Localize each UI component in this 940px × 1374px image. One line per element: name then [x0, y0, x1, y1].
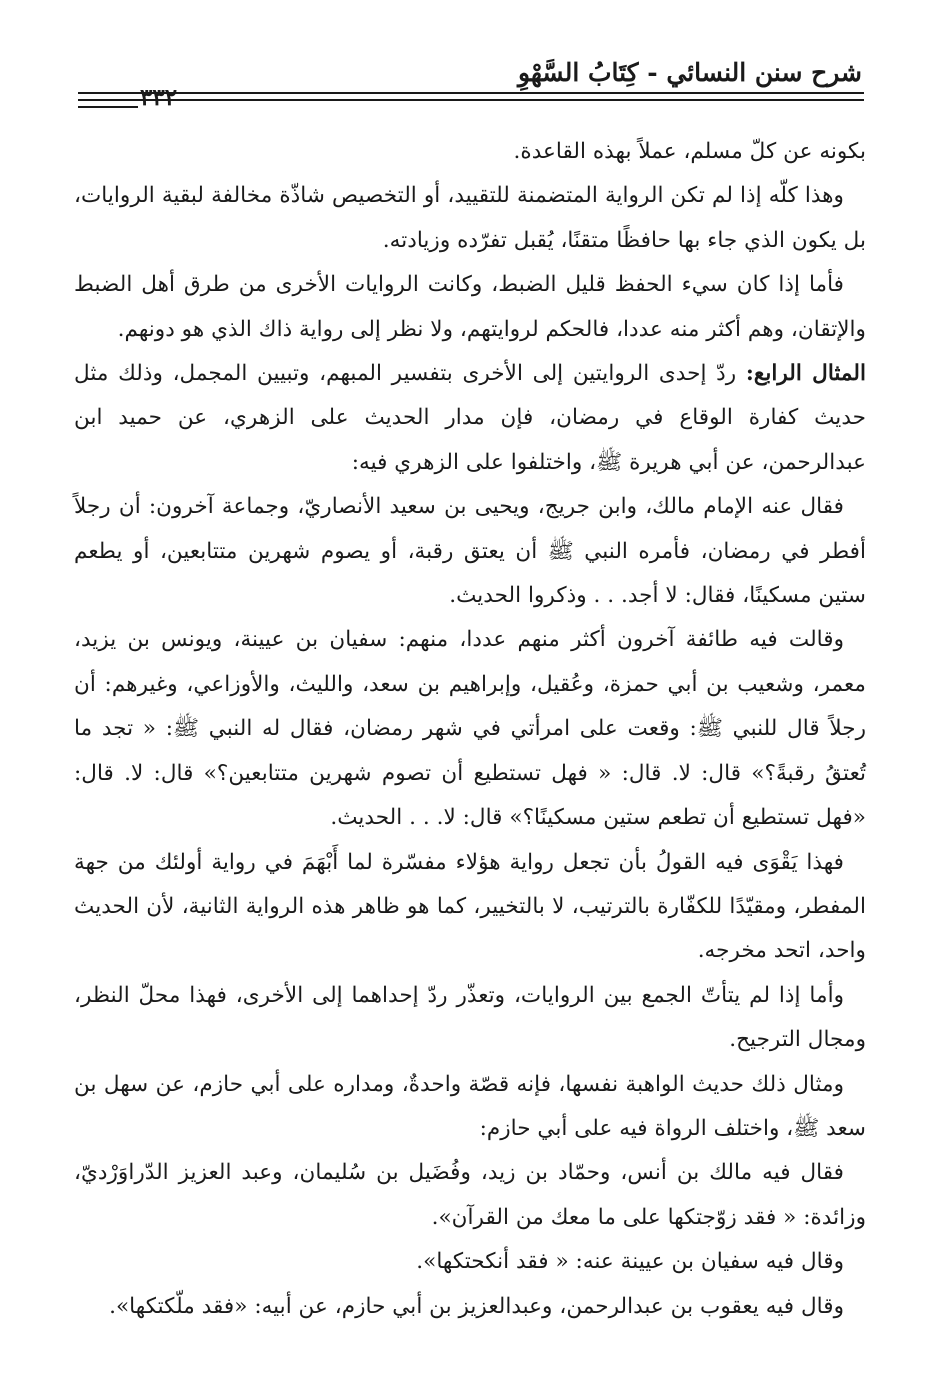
paragraph: وقال فيه سفيان بن عيينة عنه: « فقد أنكحتكها».: [416, 1249, 844, 1275]
page-number: ٣٣٢: [140, 84, 178, 111]
running-title: شرح سنن النسائي - كِتَابُ السَّهْوِ: [517, 58, 862, 87]
section-lead-term: المثال الرابع:: [745, 361, 866, 387]
paragraph: وأما إذا لم يتأتّ الجمع بين الروايات، وتعذّر ردّ إحداهما إلى الأخرى، فهذا محلّ النظر، ومجال الترجيح.: [74, 982, 866, 1053]
paragraph: فقال عنه الإمام مالك، وابن جريج، ويحيى بن سعيد الأنصاريّ، وجماعة آخرون: أن رجلاً أفطر في رمضان، فأمره النبي ﷺ أن يعتق رقبة، أو يصوم شهرين متتابعين، أو يطعم ستين مسكينًا، فقال: لا أجد. . . وذكروا الحديث.: [74, 494, 866, 609]
page-header: [78, 58, 864, 118]
paragraph: بكونه عن كلّ مسلم، عملاً بهذه القاعدة.: [513, 139, 866, 164]
paragraph: وهذا كلّه إذا لم تكن الرواية المتضمنة للتقييد، أو التخصيص شاذّة مخالفة لبقية الروايات، بل يكون الذي جاء بها حافظًا متقنًا، يُقبل تفرّده وزيادته.: [74, 183, 866, 253]
paragraph: فهذا يَقْوَى فيه القولُ بأن تجعل رواية هؤلاء مفسّرة لما أَبْهَمَ في رواية أولئك من جهة المفطر، ومقيّدًا للكفّارة بالترتيب، لا بالتخيير، كما هو ظاهر هذه الرواية الثانية، لأن الحديث واحد، اتحد مخرجه.: [74, 849, 866, 964]
header-rule: [78, 99, 864, 101]
paragraph: فقال فيه مالك بن أنس، وحمّاد بن زيد، وفُضَيل بن سُليمان، وعبد العزيز الدّراوَرْديّ، وزائدة: « فقد زوّجتكها على ما معك من القرآن».: [74, 1160, 866, 1230]
paragraph: وقال فيه يعقوب بن عبدالرحمن، وعبدالعزيز بن أبي حازم، عن أبيه: «فقد ملّكتكها».: [109, 1293, 844, 1319]
paragraph: المثال الرابع: ردّ إحدى الروايتين إلى الأخرى بتفسير المبهم، وتبيين المجمل، وذلك مثل حديث كفارة الوقاع في رمضان، فإن مدار الحديث على الزهري، عن حميد ابن عبدالرحمن، عن أبي هريرة ﷺ، واختلفوا على الزهري فيه:: [74, 361, 866, 475]
header-rule: [78, 92, 864, 94]
paragraph: ومثال ذلك حديث الواهبة نفسها، فإنه قصّة واحدةٌ، ومداره على أبي حازم، عن سهل بن سعد ﷺ، واختلف الرواة فيه على أبي حازم:: [74, 1071, 866, 1141]
header-rule: [78, 106, 138, 108]
paragraph: وقالت فيه طائفة آخرون أكثر منهم عددا، منهم: سفيان بن عيينة، ويونس بن يزيد، معمر، وشعيب بن أبي حمزة، وعُقيل، وإبراهيم بن سعد، والليث، والأوزاعي، وغيرهم: أن رجلاً قال للنبي ﷺ: وقعت على امرأتي في شهر رمضان، فقال له النبي ﷺ: « تجد ما تُعتقُ رقبةً؟» قال: لا. قال: « فهل تستطيع أن تصوم شهرين متتابعين؟» قال: لا. قال: «فهل تستطيع أن تطعم ستين مسكينًا؟» قال: لا. . . الحديث.: [74, 627, 866, 831]
paragraph: فأما إذا كان سيء الحفظ قليل الضبط، وكانت الروايات الأخرى من طرق أهل الضبط والإتقان، وهم أكثر منه عددا، فالحكم لروايتهم، ولا نظر إلى رواية ذاك الذي هو دونهم.: [74, 272, 866, 342]
page-body: [74, 130, 866, 1329]
